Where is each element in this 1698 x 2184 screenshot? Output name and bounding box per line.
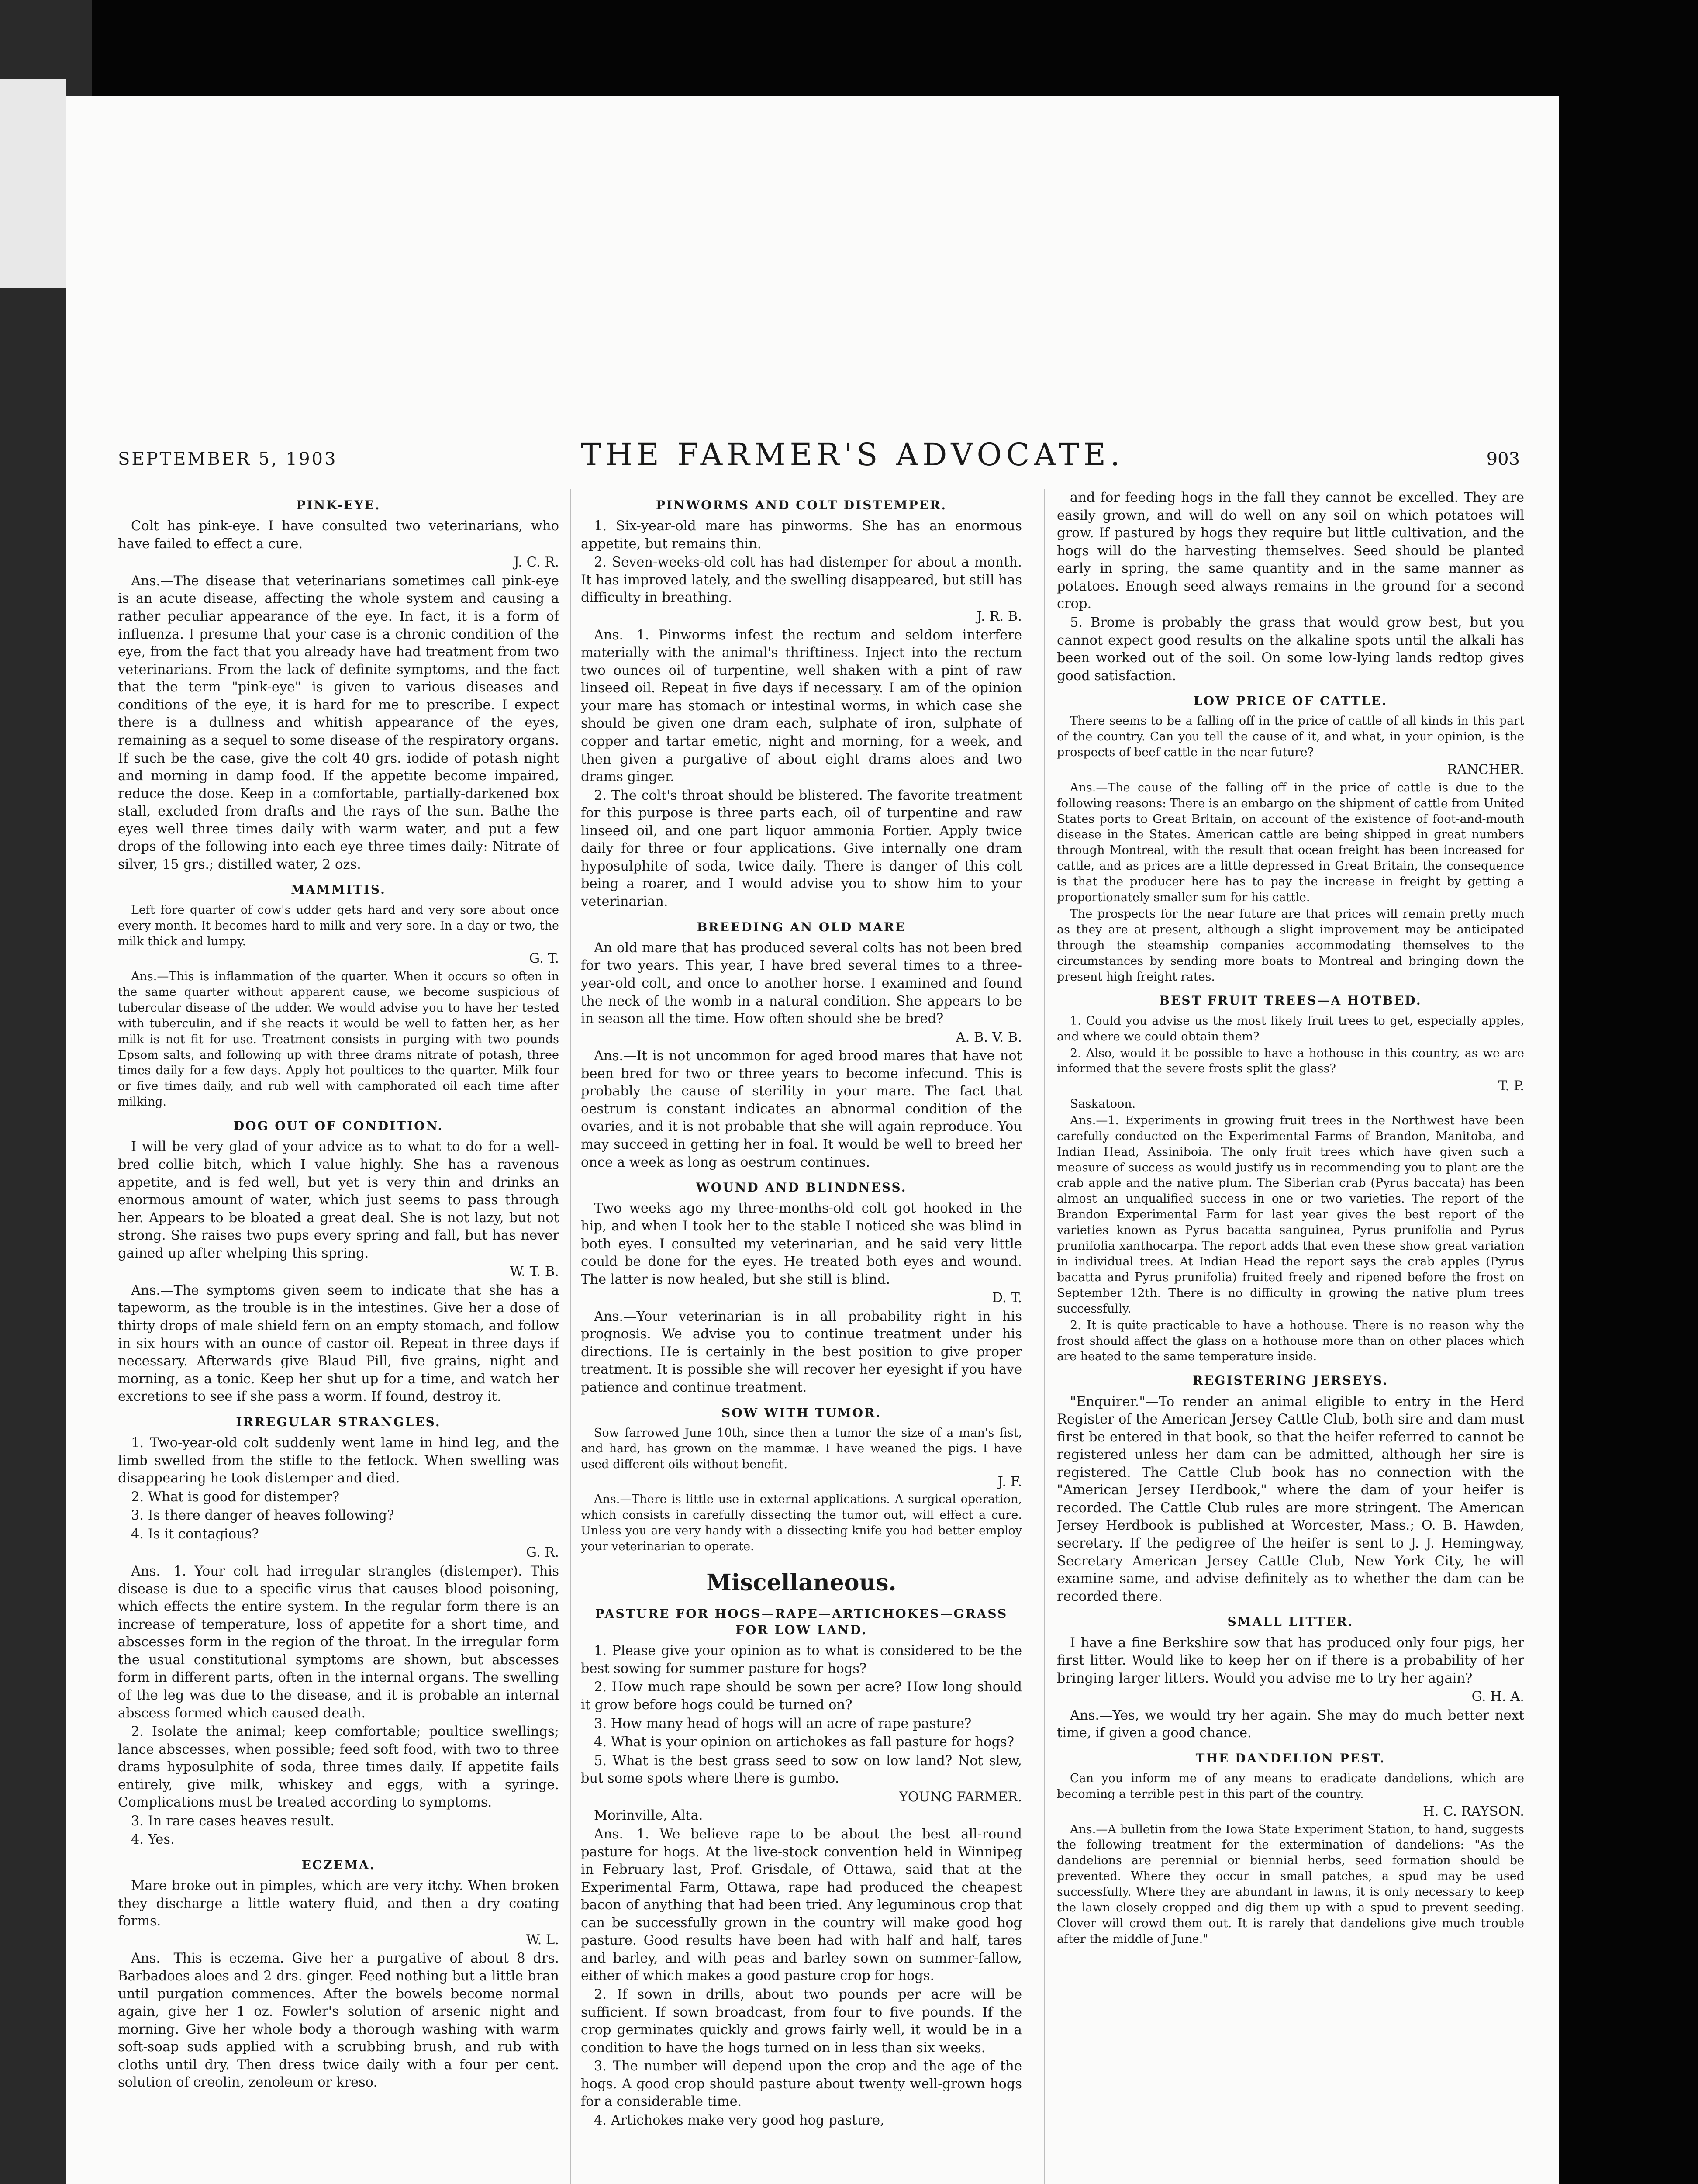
paragraph: Mare broke out in pimples, which are very itchy. When broken they discharge a little watery fluid, and then a dry coating forms. bbox=[118, 1878, 559, 1929]
signature: YOUNG FARMER. bbox=[899, 1789, 1022, 1805]
page-header bbox=[118, 437, 1524, 476]
signature: D. T. bbox=[992, 1290, 1022, 1306]
paragraph: Ans.—This is eczema. Give her a purgative of about 8 drs. Barbadoes aloes and 2 drs. ginger. Feed nothing but a little bran until purgation commences. After the bowels become normal again, give her 1 oz. Fowler's solution of arsenic night and morning. Give her whole body a thorough washing with warm soft-soap suds applied with a scrubbing brush, and rub with cloths until dry. Then dress twice daily with a four per cent. solution of creolin, zenoleum or kreso. bbox=[118, 1951, 559, 2091]
paragraph: Saskatoon. bbox=[1070, 1097, 1136, 1111]
paragraph: Ans.—There is little use in external applications. A surgical operation, which consists in carefully dissecting the tumor out, will effect a cure. Unless you are very handy with a dissecting knife you had better employ your veterinarian to operate. bbox=[581, 1493, 1022, 1553]
column-2 bbox=[581, 489, 1022, 2184]
paragraph: There seems to be a falling off in the price of cattle of all kinds in this part of the country. Can you tell the cause of it, and what, in your opinion, is the prospects of beef cattle in the near future? bbox=[1057, 714, 1524, 760]
paragraph: 2. Seven-weeks-old colt has had distemper for about a month. It has improved lately, and the swelling disappeared, but still has difficulty in breathing. bbox=[581, 555, 1022, 606]
section-heading: REGISTERING JERSEYS. bbox=[1192, 1373, 1389, 1388]
paragraph: Ans.—The symptoms given seem to indicate that she has a tapeworm, as the trouble is in the intestines. Give her a dose of thirty drops of male shield fern on an empty stomach, and follow in six hours with an ounce of castor oil. Repeat in three days if necessary. Afterwards give Blaud Pill, five grains, night and morning, as a tonic. Keep her shut up for a time, and watch her excretions to see if she pass a worm. If found, destroy it. bbox=[118, 1282, 559, 1405]
section-heading: IRREGULAR STRANGLES. bbox=[236, 1414, 441, 1429]
paragraph: 3. In rare cases heaves result. bbox=[131, 1813, 335, 1829]
signature: H. C. RAYSON. bbox=[1423, 1804, 1524, 1819]
paragraph: Can you inform me of any means to eradicate dandelions, which are becoming a terrible pest in this part of the country. bbox=[1057, 1772, 1524, 1801]
paragraph: 2. The colt's throat should be blistered. The favorite treatment for this purpose is three parts each, oil of turpentine and raw linseed oil, and one part liquor ammonia Fortier. Apply twice daily for three or four applications. Give internally one dram hyposulphite of soda, twice daily. There is danger of this colt being a roarer, and I would advise you to show him to your veterinarian. bbox=[581, 788, 1022, 910]
paragraph: The prospects for the near future are that prices will remain pretty much as they are at present, although a slight improvement may be anticipated through the steamship companies accommodating themselves to the circumstances by sending more boats to Montreal and bringing down the present high freight rates. bbox=[1057, 907, 1524, 984]
paragraph: 3. The number will depend upon the crop and the age of the hogs. A good crop should pasture about twenty well-grown hogs for a considerable time. bbox=[581, 2059, 1022, 2110]
paragraph: I have a fine Berkshire sow that has produced only four pigs, her first litter. Would like to keep her on if there is a probability of her bringing larger litters. Would you advise me to try her again? bbox=[1057, 1635, 1524, 1686]
signature: G. T. bbox=[529, 951, 559, 967]
signature: J. R. B. bbox=[977, 609, 1022, 625]
paragraph: 5. Brome is probably the grass that would grow best, but you cannot expect good results on the alkaline spots until the alkali has been worked out of the soil. On some low-lying lands redtop gives good satisfaction. bbox=[1057, 615, 1524, 684]
paragraph: 4. Yes. bbox=[131, 1832, 175, 1848]
section-heading: LOW PRICE OF CATTLE. bbox=[1193, 694, 1387, 708]
paragraph: 2. How much rape should be sown per acre? How long should it grow before hogs could be turned on? bbox=[581, 1679, 1022, 1713]
paragraph: 2. What is good for distemper? bbox=[131, 1489, 340, 1505]
paragraph: 1. Two-year-old colt suddenly went lame in hind leg, and the limb swelled from the stifle to the fetlock. When swelling was disappearing he took distemper and died. bbox=[118, 1435, 559, 1486]
section-heading: ECZEMA. bbox=[301, 1858, 376, 1872]
paragraph: Ans.—A bulletin from the Iowa State Experiment Station, to hand, suggests the following treatment for the extermination of dandelions: "As the dandelions are perennial or biennial herbs, seed formation should be prevented. Where they occur in small patches, a spud may be used successfully. Where they are abundant in lawns, it is only necessary to keep the lawn closely cropped and dig them up with a spud to prevent seeding. Clover will crowd them out. It is rarely that dandelions give much trouble after the middle of June." bbox=[1057, 1822, 1524, 1946]
paragraph: 2. Isolate the animal; keep comfortable; poultice swellings; lance abscesses, when possible; feed soft food, with two to three drams hyposulphite of soda, three times daily. If appetite fails entirely, give milk, whiskey and eggs, with a syringe. Complications must be treated according to symptoms. bbox=[118, 1724, 559, 1811]
section-heading: THE DANDELION PEST. bbox=[1195, 1751, 1386, 1766]
column-3 bbox=[1057, 489, 1524, 2184]
section-heading: DOG OUT OF CONDITION. bbox=[233, 1119, 444, 1133]
section-heading: MAMMITIS. bbox=[291, 882, 386, 897]
paragraph: 3. How many head of hogs will an acre of rape pasture? bbox=[594, 1716, 972, 1731]
column-rule bbox=[1044, 489, 1045, 2184]
paragraph: 2. It is quite practicable to have a hothouse. There is no reason why the frost should affect the glass on a hothouse more than on other places which are heated to the same temperature inside. bbox=[1057, 1318, 1524, 1364]
paragraph: Two weeks ago my three-months-old colt got hooked in the hip, and when I took her to the stable I noticed she was blind in both eyes. I consulted my veterinarian, and he said very little could be done for the eyes. He treated both eyes and wound. The latter is now healed, but she still is blind. bbox=[581, 1201, 1022, 1287]
signature: A. B. V. B. bbox=[956, 1030, 1022, 1045]
paragraph: 1. Could you advise us the most likely fruit trees to get, especially apples, and where we could obtain them? bbox=[1057, 1014, 1524, 1044]
paragraph: 1. Six-year-old mare has pinworms. She has an enormous appetite, but remains thin. bbox=[581, 518, 1022, 552]
paragraph: 4. Is it contagious? bbox=[131, 1526, 259, 1542]
paragraph: Ans.—1. Experiments in growing fruit trees in the Northwest have been carefully conducted on the Experimental Farms of Brandon, Manitoba, and Indian Head, Assiniboia. The only fruit trees which have given such a measure of success as would justify us in recommending you to plant are the crab apple and the native plum. The Siberian crab (Pyrus baccata) has been almost an unqualified success in one or two varieties. The report of the Brandon Experimental Farm for last year gives the best report of the varieties known as Pyrus bacatta sanguinea, Pyrus prunifolia and Pyrus prunifolia xanthocarpa. The report adds that even these show great variation in individual trees. At Indian Head the report says the crab apples (Pyrus bacatta and Pyrus prunifolia) fruited freely and ripened before the frost on September 12th. There is no difficulty in growing the native plum trees successfully. bbox=[1057, 1113, 1524, 1316]
paragraph: and for feeding hogs in the fall they cannot be excelled. They are easily grown, and will do well on any soil on which potatoes will grow. If pastured by hogs they require but little cultivation, and the hogs will do the harvesting themselves. Seed should be planted early in spring, the same quantity and in the same manner as potatoes. Enough seed always remains in the ground for a second crop. bbox=[1057, 490, 1524, 612]
paragraph: 4. Artichokes make very good hog pasture, bbox=[594, 2112, 884, 2128]
paragraph: "Enquirer."—To render an animal eligible to entry in the Herd Register of the American Jersey Cattle Club, both sire and dam must first be entered in that book, so that the heifer referred to cannot be registered unless her dam can be admitted, although her sire is registered. The Cattle Club book has no connection with the "American Jersey Herdbook," where the dam of your heifer is recorded. The Cattle Club rules are more stringent. The American Jersey Herdbook is published at Worcester, Mass.; O. B. Hawden, secretary. If the pedigree of the heifer is sent to J. J. Hemingway, Secretary American Jersey Cattle Club, New York City, he will examine same, and advise definitely as to whether the dam can be recorded there. bbox=[1057, 1394, 1524, 1604]
paragraph: 1. Please give your opinion as to what is considered to be the best sowing for summer pasture for hogs? bbox=[581, 1643, 1022, 1676]
signature: RANCHER. bbox=[1447, 762, 1524, 778]
department-heading: Miscellaneous. bbox=[706, 1569, 897, 1596]
paragraph: Ans.—1. Pinworms infest the rectum and seldom interfere materially with the animal's thriftiness. Inject into the rectum two ounces oil of turpentine, well shaken with a pint of raw linseed oil. Repeat in five days if necessary. I am of the opinion your mare has stomach or intestinal worms, in which case she should be given one dram each, sulphate of iron, sulphate of copper and tartar emetic, night and morning, for a week, and then given a purgative of about eight drams aloes and two drams ginger. bbox=[581, 627, 1022, 785]
paragraph: Ans.—1. Your colt had irregular strangles (distemper). This disease is due to a specific virus that causes blood poisoning, which effects the entire system. In the regular form there is an increase of temperature, loss of appetite for a short time, and abscesses form in the region of the throat. In the irregular form the usual constitutional symptoms are shown, but abscesses form in different parts, often in the internal organs. The swelling of the leg was due to the disease, and it is probable an internal abscess formed which caused death. bbox=[118, 1564, 559, 1721]
paragraph: Left fore quarter of cow's udder gets hard and very sore about once every month. It becomes hard to milk and very sore. In a day or two, the milk thick and lumpy. bbox=[118, 903, 559, 948]
paragraph: Sow farrowed June 10th, since then a tumor the size of a man's fist, and hard, has grown on the mammæ. I have weaned the pigs. I have used different oils without benefit. bbox=[581, 1426, 1022, 1471]
paragraph: 2. Also, would it be possible to have a hothouse in this country, as we are informed that the severe frosts split the glass? bbox=[1057, 1046, 1524, 1076]
signature: W. L. bbox=[526, 1932, 559, 1948]
section-heading: SOW WITH TUMOR. bbox=[721, 1405, 882, 1420]
paragraph: Ans.—This is inflammation of the quarter. When it occurs so often in the same quarter without apparent cause, we become suspicious of tubercular disease of the udder. We would advise you to have her tested with tuberculin, and if she reacts it would be well to fatten her, as her milk is not fit for use. Treatment consists in purging with two pounds Epsom salts, and following up with three drams nitrate of potash, three times daily for a few days. Apply hot poultices to the quarter. Milk four or five times daily, and rub well with camphorated oil each time after milking. bbox=[118, 970, 559, 1109]
paragraph: I will be very glad of your advice as to what to do for a well-bred collie bitch, which I value highly. She has a ravenous appetite, and is fed well, but yet is very thin and drinks an enormous amount of water, which just seems to pass through her. Appears to be bloated a great deal. She is not lazy, but not strong. She raises two pups every spring and fall, but has never gained up after whelping this spring. bbox=[118, 1139, 559, 1261]
paragraph: 2. If sown in drills, about two pounds per acre will be sufficient. If sown broadcast, from four to five pounds. If the crop germinates quickly and grows fairly well, it would be in a condition to have the hogs turned on in less than six weeks. bbox=[581, 1987, 1022, 2056]
adjacent-page-edge bbox=[0, 79, 66, 288]
page-content bbox=[118, 437, 1524, 2184]
section-heading: SMALL LITTER. bbox=[1227, 1614, 1354, 1629]
page-number: 903 bbox=[1486, 449, 1520, 469]
column-rule bbox=[570, 489, 571, 2184]
signature: G. R. bbox=[526, 1545, 559, 1561]
signature: J. F. bbox=[997, 1474, 1022, 1489]
paragraph: Ans.—Yes, we would try her again. She may do much better next time, if given a good chance. bbox=[1057, 1707, 1524, 1741]
section-heading: PINWORMS AND COLT DISTEMPER. bbox=[656, 498, 947, 512]
signature: W. T. B. bbox=[510, 1264, 559, 1280]
section-heading: PINK-EYE. bbox=[296, 498, 381, 512]
paragraph: Ans.—The cause of the falling off in the price of cattle is due to the following reasons: There is an embargo on the shipment of cattle from United States ports to Great Britain, on account of the existence of foot-and-mouth disease in the States. American cattle are being shipped in great numbers through Montreal, with the result that ocean freight has been increased for cattle, and as prices are a little depressed in Great Britain, the consequence is that the producer here has to pay the increase in freight by getting a proportionately smaller sum for his cattle. bbox=[1057, 781, 1524, 905]
section-heading: BREEDING AN OLD MARE bbox=[697, 919, 906, 934]
paragraph: Colt has pink-eye. I have consulted two veterinarians, who have failed to effect a cure. bbox=[118, 518, 559, 552]
paragraph: Ans.—Your veterinarian is in all probability right in his prognosis. We advise you to continue treatment under his directions. He is certainly in the best position to give proper treatment. It is possible she will recover her eyesight if you have patience and continue treatment. bbox=[581, 1309, 1022, 1396]
paragraph: 3. Is there danger of heaves following? bbox=[131, 1508, 394, 1524]
signature: J. C. R. bbox=[514, 555, 559, 570]
issue-date: SEPTEMBER 5, 1903 bbox=[118, 449, 338, 469]
paragraph: Ans.—It is not uncommon for aged brood mares that have not been bred for two or three years to become infecund. This is probably the cause of sterility in your mare. The fact that oestrum is constant indicates an abnormal condition of the ovaries, and it is not probable that she will again reproduce. You may succeed in getting her in foal. It would be well to breed her once a week as long as oestrum continues. bbox=[581, 1048, 1022, 1170]
column-1 bbox=[118, 489, 559, 2184]
paragraph: Ans.—The disease that veterinarians sometimes call pink-eye is an acute disease, affecting the whole system and causing a rather peculiar appearance of the eye. In fact, it is a form of influenza. I presume that your case is a chronic condition of the eye, from the fact that you already have had treatment from two veterinarians. From the lack of definite symptoms, and the fact that the term "pink-eye" is given to various diseases and conditions of the eye, it is hard for me to prescribe. I expect there is a dullness and whitish appearance of the eyes, remaining as a sequel to some disease of the respiratory organs. If such be the case, give the colt 40 grs. iodide of potash night and morning in damp food. If the appetite become impaired, reduce the dose. Keep in a comfortable, partially-darkened box stall, excluded from drafts and the rays of the sun. Bathe the eyes well three times daily with warm water, and put a few drops of the following into each eye three times daily: Nitrate of silver, 15 grs.; distilled water, 2 ozs. bbox=[118, 573, 559, 872]
paragraph: Morinville, Alta. bbox=[594, 1808, 703, 1824]
paragraph: An old mare that has produced several colts has not been bred for two years. This year, I have bred several times to a three-year-old colt, and once to another horse. I examined and found the neck of the womb in a natural condition. She appears to be in season all the time. How often should she be bred? bbox=[581, 940, 1022, 1027]
masthead-title: THE FARMER'S ADVOCATE. bbox=[581, 437, 1125, 473]
signature: G. H. A. bbox=[1471, 1689, 1524, 1705]
paragraph: 5. What is the best grass seed to sow on low land? Not slew, but some spots where there is gumbo. bbox=[581, 1753, 1022, 1787]
section-heading: PASTURE FOR HOGS—RAPE—ARTICHOKES—GRASS FOR LOW LAND. bbox=[595, 1606, 1008, 1638]
signature: T. P. bbox=[1498, 1078, 1524, 1094]
paragraph: 4. What is your opinion on artichokes as fall pasture for hogs? bbox=[594, 1735, 1014, 1750]
section-heading: WOUND AND BLINDNESS. bbox=[696, 1180, 907, 1195]
section-heading: BEST FRUIT TREES—A HOTBED. bbox=[1159, 993, 1422, 1008]
paragraph: Ans.—1. We believe rape to be about the best all-round pasture for hogs. At the live-stock convention held in Winnipeg in February last, Prof. Grisdale, of Ottawa, said that at the Experimental Farm, Ottawa, rape had produced the cheapest bacon of anything that had been tried. Any leguminous crop that can be successfully grown in the country will make good hog pasture. Good results have been had with half and half, tares and barley, and with peas and barley sown on summer-fallow, either of which makes a good pasture crop for hogs. bbox=[581, 1826, 1022, 1984]
newspaper-page bbox=[66, 96, 1559, 2184]
